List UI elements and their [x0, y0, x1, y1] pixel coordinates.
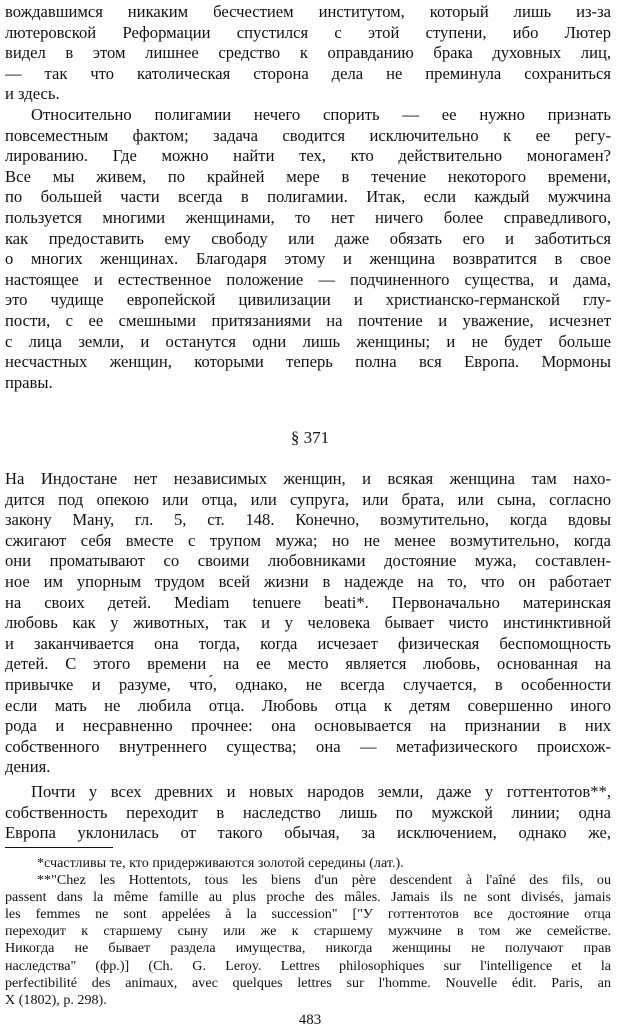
text-line: собственного внутреннего существа; она — метафизического происхож- — [5, 736, 611, 756]
text-line: лированию. Где можно найти тех, кто действительно моногамен? — [5, 146, 611, 166]
text-line: пользуется многими женщинами, то нет ничего более справедливого, — [5, 207, 611, 227]
page-number: 483 — [298, 1012, 322, 1028]
footnote-2-line: perfectibilité des animaux, avec quelques lettres sur l'homme. Nouvelle édit. Paris, an — [5, 974, 611, 991]
footnote-separator — [5, 847, 113, 848]
footnote-2-line: X (1802), p. 298). — [5, 991, 107, 1008]
text-line: как предоставить ему свободу или даже обязать его и заботиться — [5, 228, 611, 248]
text-line: и заканчивается она тогда, когда исчезает физическая беспомощность — [5, 633, 611, 653]
text-line: собственность переходит в наследство лишь по мужской линии; одна — [5, 802, 611, 822]
footnote-2-line: **"Chez les Hottentots, tous les biens d'un père descendent à l'aîné des fils, ou — [37, 872, 611, 889]
text-line: и здесь. — [5, 84, 60, 104]
paragraph-inheritance — [5, 782, 611, 844]
text-line: Европа уклонилась от такого обычая, за исключением, однако же, — [5, 823, 611, 843]
text-line: несчастных женщин, которыми теперь полна вся Европа. Мормоны — [5, 352, 611, 372]
text-line: сжигают себя вместе с трупом мужа; но не менее возмутительно, когда — [5, 530, 611, 550]
text-line: закону Ману, гл. 5, ст. 148. Конечно, возмутительно, когда вдовы — [5, 510, 611, 530]
footnote-1: *счастливы те, кто придерживаются золотой середины (лат.). — [37, 855, 404, 871]
paragraph-polygamy — [5, 105, 611, 393]
paragraph-continued — [5, 2, 611, 105]
footnote-2-line: passent dans la même famille au plus proche des mâles. Jamais ils ne sont divisés, jamais — [5, 889, 611, 906]
text-line: рода и несравненно прочнее: она основывается на признании в них — [5, 716, 611, 736]
text-line: если мать не любила отца. Любовь отца к детям совершенно иного — [5, 695, 611, 715]
text-line: настоящее и естественное положение — подчиненного существа, и дама, — [5, 269, 611, 289]
footnote-2-line: переходит к старшему сыну или же к старшему мужчине в том же семействе. — [5, 923, 611, 940]
text-line: — так что католическая сторона дела не преминула сохраниться — [5, 63, 611, 83]
text-line: с лица земли, и останутся одни лишь женщины; и не будет больше — [5, 331, 611, 351]
text-line: Почти у всех древних и новых народов земли, даже у готтентотов**, — [31, 782, 611, 801]
text-line: видел в этом лишнее средство к оправданию брака духовных лиц, — [5, 43, 611, 63]
section-heading: § 371 — [290, 428, 330, 447]
text-line: вождавшимся никаким бесчестием институтом, который лишь из-за — [5, 2, 611, 21]
text-line: любовь как у животных, так и у человека бывает чисто инстинктивной — [5, 613, 611, 633]
text-line: лютеровской Реформации спустился с этой ступени, ибо Лютер — [5, 22, 611, 42]
footnote-2-line: наследства" (фр.)] (Ch. G. Leroy. Lettres philosophiques sur l'intelligence et la — [5, 957, 611, 974]
text-line: на своих детей. Mediam tenuere beati*. Первоначально материнская — [5, 592, 611, 612]
text-line: они проматывают со своими любовниками достояние мужа, составлен- — [5, 551, 611, 571]
text-line: дится под опекою или отца, или супруга, или брата, или сына, согласно — [5, 489, 611, 509]
text-line: Все мы живем, по крайней мере в течение некоторого времени, — [5, 166, 611, 186]
text-line: Относительно полигамии нечего спорить — ее нужно признать — [31, 105, 611, 124]
text-line: детей. С этого времени на ее место является любовь, основанная на — [5, 654, 611, 674]
text-line: по большей части всегда в полигамии. Итак, если каждый мужчина — [5, 187, 611, 207]
text-line: правы. — [5, 372, 53, 392]
text-line: о многих женщинах. Благодаря этому и женщина возвратится в свое — [5, 249, 611, 269]
text-line: повсеместным фактом; задача сводится исключительно к ее регу- — [5, 125, 611, 145]
text-line: На Индостане нет независимых женщин, и всякая женщина там нахо- — [5, 469, 611, 488]
footnote-2-line: Никогда не бывает раздела имущества, никогда женщины не получают прав — [5, 940, 611, 957]
paragraph-india — [5, 469, 611, 778]
text-line: это чудище европейской цивилизации и христианско-германской глу- — [5, 290, 611, 310]
text-line: пости, с ее смешными притязаниями на почтение и уважение, исчезнет — [5, 310, 611, 330]
text-line: привычке и разуме, что́, однако, не всегда случается, в особенности — [5, 674, 611, 694]
footnotes — [5, 855, 611, 1009]
text-line: ное им упорным трудом всей жизни в надежде на то, что он работает — [5, 571, 611, 591]
text-line: дения. — [5, 757, 51, 777]
footnote-2-line: les femmes ne sont appelées à la succession" ["У готтентотов все достояние отца — [5, 906, 611, 923]
